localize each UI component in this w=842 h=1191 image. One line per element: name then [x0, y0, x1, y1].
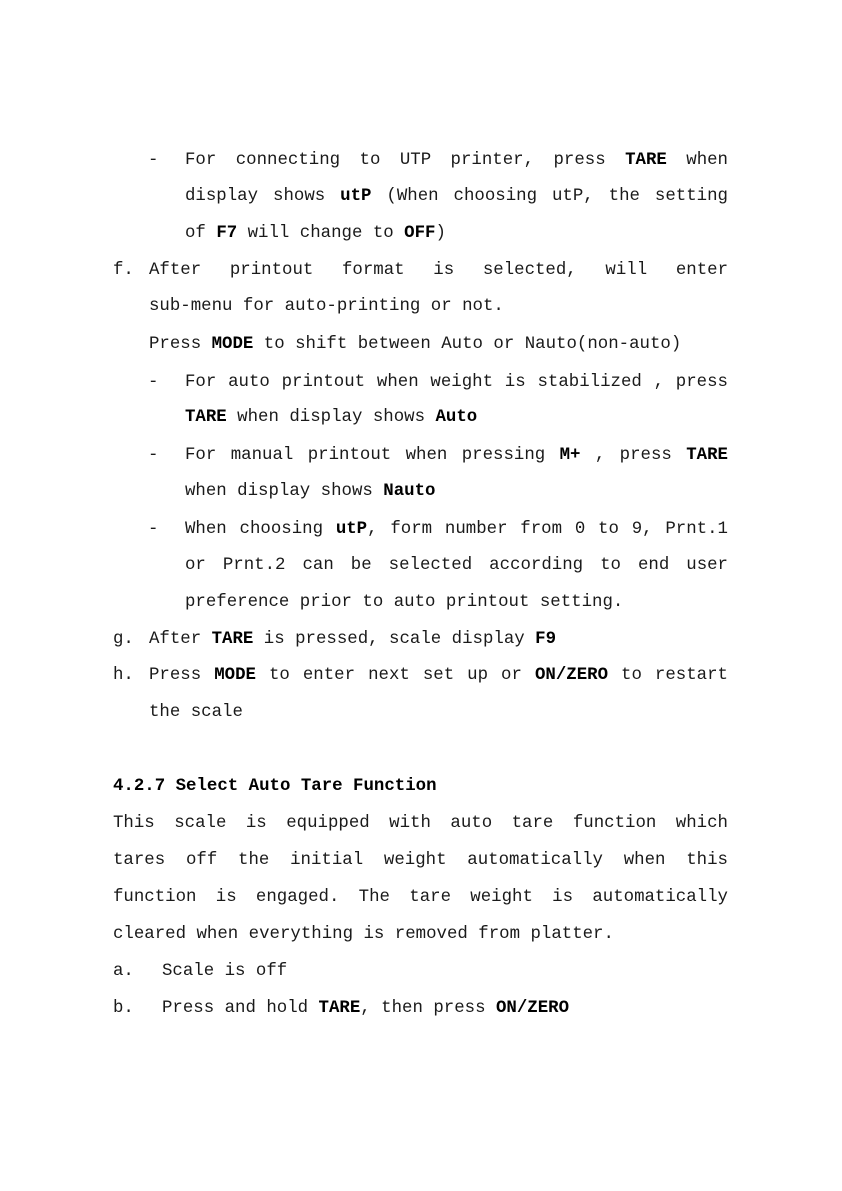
- key-label: ON/ZERO: [534, 666, 609, 685]
- paragraph-line: TARE when display shows Auto: [185, 408, 478, 427]
- list-letter: a.: [113, 962, 134, 981]
- paragraph-line: or Prnt.2 can be selected according to end user: [185, 556, 728, 575]
- key-label: TARE: [625, 151, 667, 170]
- paragraph-line: This scale is equipped with auto tare function which: [113, 814, 728, 833]
- paragraph-line: the scale: [149, 703, 243, 722]
- paragraph-line: Press and hold TARE, then press ON/ZERO: [162, 999, 570, 1018]
- key-label: TARE: [686, 446, 728, 465]
- list-letter: f.: [113, 261, 134, 280]
- paragraph-line: When choosing utP, form number from 0 to 9, Prnt.1: [185, 520, 728, 539]
- paragraph-line: preference prior to auto printout setting.: [185, 593, 624, 612]
- bullet-dash: -: [148, 151, 159, 170]
- section-heading: 4.2.7 Select Auto Tare Function: [113, 777, 437, 796]
- key-label: Nauto: [383, 482, 436, 501]
- key-label: TARE: [318, 999, 361, 1018]
- paragraph-line: Scale is off: [162, 962, 288, 981]
- key-label: F9: [535, 630, 557, 649]
- paragraph-line: function is engaged. The tare weight is automatically: [113, 888, 728, 907]
- paragraph-line: tares off the initial weight automatically when this: [113, 851, 728, 870]
- key-label: MODE: [211, 335, 254, 354]
- paragraph-line: After printout format is selected, will enter: [149, 261, 728, 280]
- paragraph-line: sub-menu for auto-printing or not.: [149, 297, 504, 316]
- key-label: Auto: [435, 408, 478, 427]
- key-label: F7: [216, 224, 238, 243]
- key-label: MODE: [214, 666, 256, 685]
- list-letter: h.: [113, 666, 134, 685]
- paragraph-line: For connecting to UTP printer, press TARE when: [185, 151, 728, 170]
- bullet-dash: -: [148, 446, 159, 465]
- key-label: M+: [559, 446, 581, 465]
- paragraph-line: Press MODE to enter next set up or ON/ZERO to restart: [149, 666, 728, 685]
- bullet-dash: -: [148, 373, 159, 392]
- paragraph-line: display shows utP (When choosing utP, the setting: [185, 187, 728, 206]
- key-label: OFF: [404, 224, 436, 243]
- paragraph-line: when display shows Nauto: [185, 482, 436, 501]
- list-letter: g.: [113, 630, 134, 649]
- paragraph-line: of F7 will change to OFF): [185, 224, 446, 243]
- bullet-dash: -: [148, 520, 159, 539]
- key-label: TARE: [211, 630, 254, 649]
- key-label: TARE: [185, 408, 227, 427]
- paragraph-line: cleared when everything is removed from platter.: [113, 925, 614, 944]
- paragraph-line: Press MODE to shift between Auto or Nauto(non-auto): [149, 335, 682, 354]
- key-label: utP: [340, 187, 372, 206]
- paragraph-line: For auto printout when weight is stabilized , press: [185, 373, 728, 392]
- list-letter: b.: [113, 999, 134, 1018]
- key-label: utP: [335, 520, 368, 539]
- paragraph-line: After TARE is pressed, scale display F9: [149, 630, 557, 649]
- paragraph-line: For manual printout when pressing M+ , press TARE: [185, 446, 728, 465]
- key-label: ON/ZERO: [495, 999, 570, 1018]
